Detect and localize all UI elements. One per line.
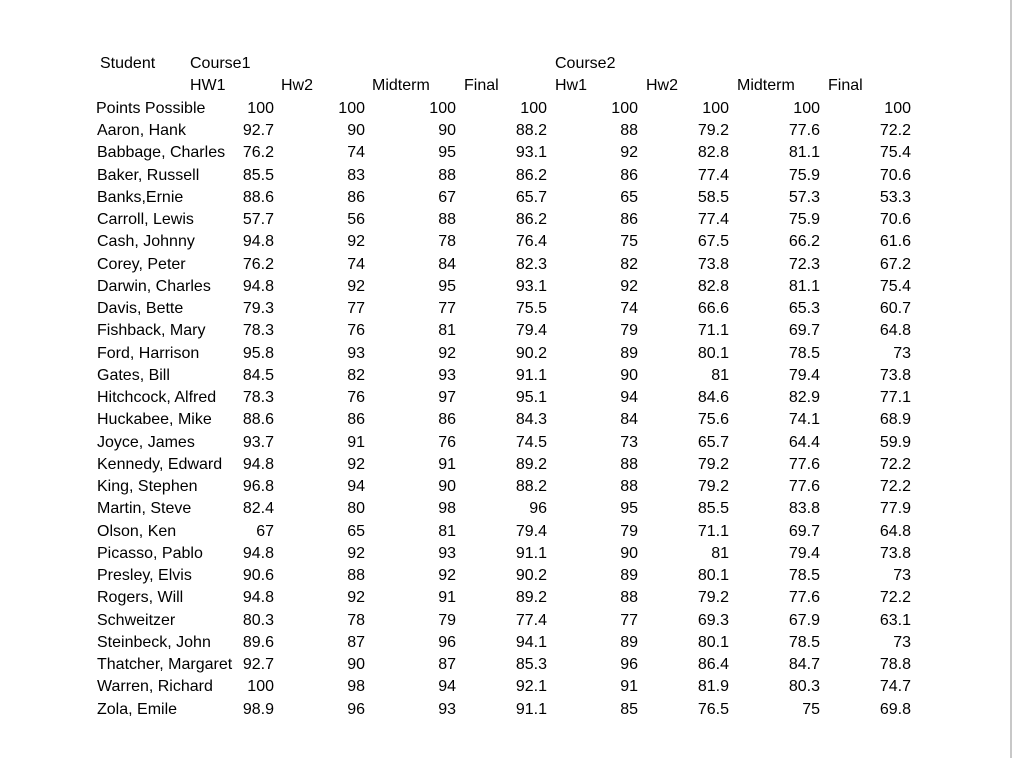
score-cell: 85.5 — [697, 500, 729, 518]
table-row — [0, 409, 1012, 431]
score-cell: 84 — [438, 255, 456, 273]
score-cell: 78.8 — [879, 656, 911, 673]
score-cell: 67 — [256, 522, 274, 540]
score-cell: 96 — [438, 633, 456, 651]
score-cell: 98.9 — [242, 700, 274, 718]
score-cell: 95.1 — [515, 389, 547, 406]
score-cell: 96 — [620, 656, 638, 673]
score-cell: 72.2 — [879, 589, 911, 607]
score-cell: 91 — [438, 589, 456, 607]
score-cell: 71.1 — [697, 322, 729, 340]
score-cell: 81 — [438, 522, 456, 540]
score-cell: 90 — [620, 366, 638, 384]
score-cell: 93 — [438, 366, 456, 384]
score-cell: 64.8 — [879, 322, 911, 340]
score-cell: 78 — [347, 611, 365, 629]
score-cell: 95 — [620, 500, 638, 518]
score-cell: 76.5 — [697, 700, 729, 718]
cell: 100 — [429, 100, 456, 117]
score-cell: 92.7 — [242, 122, 274, 139]
score-cell: 93.7 — [242, 433, 274, 451]
score-cell: 67 — [438, 188, 456, 206]
score-cell: 87 — [438, 656, 456, 673]
col-header-c2-hw2: Hw2 — [646, 77, 679, 94]
score-cell: 75 — [620, 233, 638, 251]
table-row — [0, 676, 1012, 698]
score-cell: 91.1 — [515, 366, 547, 384]
score-cell: 94.1 — [515, 633, 547, 651]
score-cell: 74.1 — [788, 411, 820, 429]
score-cell: 92.1 — [515, 678, 547, 696]
score-cell: 94.8 — [242, 589, 274, 607]
score-cell: 79.4 — [515, 322, 547, 340]
score-cell: 81 — [438, 322, 456, 340]
score-cell: 65.3 — [788, 300, 820, 317]
score-cell: 77.6 — [788, 589, 820, 607]
cell: 100 — [611, 100, 638, 117]
score-cell: 82 — [347, 366, 365, 384]
score-cell: 86 — [438, 411, 456, 429]
score-cell: 79 — [620, 522, 638, 540]
score-cell: 79.4 — [788, 544, 820, 562]
table-row — [0, 387, 1012, 409]
score-cell: 94.8 — [242, 455, 274, 473]
score-cell: 59.9 — [879, 433, 911, 451]
score-cell: 82 — [620, 255, 638, 273]
score-cell: 73 — [620, 433, 638, 451]
student-name-cell: Corey, Peter — [97, 255, 186, 273]
header-row-assignments — [0, 75, 1012, 97]
cell: 100 — [520, 100, 547, 117]
score-cell: 88.6 — [242, 188, 274, 206]
table-row — [0, 454, 1012, 476]
score-cell: 88 — [620, 478, 638, 495]
score-cell: 91.1 — [515, 544, 547, 562]
score-cell: 77.4 — [697, 211, 729, 228]
table-row — [0, 120, 1012, 142]
score-cell: 78.5 — [788, 567, 820, 584]
score-cell: 100 — [247, 678, 274, 696]
score-cell: 79.2 — [697, 455, 729, 473]
score-cell: 69.7 — [788, 322, 820, 340]
score-cell: 77.6 — [788, 478, 820, 495]
table-row — [0, 365, 1012, 387]
score-cell: 60.7 — [879, 300, 911, 317]
student-name-cell: Aaron, Hank — [97, 122, 186, 139]
table-row — [0, 565, 1012, 587]
score-cell: 95 — [438, 277, 456, 295]
score-cell: 80 — [347, 500, 365, 518]
student-name-cell: Schweitzer — [97, 611, 176, 629]
score-cell: 74 — [347, 144, 365, 162]
score-cell: 76.4 — [515, 233, 547, 251]
score-cell: 96 — [529, 500, 547, 518]
score-cell: 95 — [438, 144, 456, 162]
score-cell: 89.2 — [515, 589, 547, 607]
score-cell: 82.8 — [697, 277, 729, 295]
table-row — [0, 432, 1012, 454]
cell: 100 — [793, 100, 820, 117]
score-cell: 96.8 — [242, 478, 274, 495]
score-cell: 84 — [620, 411, 638, 429]
score-cell: 92.7 — [242, 656, 274, 673]
score-cell: 93 — [347, 344, 365, 362]
table-row — [0, 320, 1012, 342]
table-row — [0, 543, 1012, 565]
score-cell: 78.5 — [788, 344, 820, 362]
score-cell: 94 — [438, 678, 456, 696]
score-cell: 88 — [620, 589, 638, 607]
score-cell: 91 — [438, 455, 456, 473]
score-cell: 94 — [347, 478, 365, 495]
student-name-cell: Martin, Steve — [97, 500, 192, 518]
score-cell: 82.4 — [242, 500, 274, 518]
score-cell: 78.3 — [242, 322, 274, 340]
score-cell: 68.9 — [879, 411, 911, 429]
score-cell: 94 — [620, 389, 638, 406]
score-cell: 96 — [347, 700, 365, 718]
score-cell: 85.5 — [242, 166, 274, 184]
score-cell: 90 — [438, 478, 456, 495]
score-cell: 72.2 — [879, 455, 911, 473]
score-cell: 84.7 — [788, 656, 820, 673]
score-cell: 79.2 — [697, 122, 729, 139]
score-cell: 76.2 — [242, 144, 274, 162]
score-cell: 74.5 — [515, 433, 547, 451]
score-cell: 86 — [620, 166, 638, 184]
score-cell: 90.2 — [515, 344, 547, 362]
score-cell: 82.8 — [697, 144, 729, 162]
student-name-cell: Steinbeck, John — [97, 633, 211, 651]
score-cell: 89 — [620, 567, 638, 584]
score-cell: 94.8 — [242, 277, 274, 295]
score-cell: 57.3 — [788, 188, 820, 206]
course2-header: Course2 — [555, 55, 616, 72]
score-cell: 80.3 — [788, 678, 820, 696]
score-cell: 73 — [893, 567, 911, 584]
score-cell: 75.4 — [879, 144, 911, 162]
table-row — [0, 476, 1012, 498]
score-cell: 79 — [438, 611, 456, 629]
student-name-cell: Darwin, Charles — [97, 277, 211, 295]
table-row — [0, 498, 1012, 520]
score-cell: 90 — [438, 122, 456, 139]
score-cell: 67.5 — [697, 233, 729, 251]
score-cell: 72.2 — [879, 122, 911, 139]
score-cell: 94.8 — [242, 544, 274, 562]
score-cell: 89.2 — [515, 455, 547, 473]
score-cell: 78 — [438, 233, 456, 251]
score-cell: 65.7 — [515, 188, 547, 206]
score-cell: 88.6 — [242, 411, 274, 429]
score-cell: 76 — [347, 389, 365, 406]
score-cell: 72.2 — [879, 478, 911, 495]
score-cell: 61.6 — [879, 233, 911, 251]
table-row — [0, 587, 1012, 609]
score-cell: 70.6 — [879, 211, 911, 228]
score-cell: 86.4 — [697, 656, 729, 673]
score-cell: 76 — [438, 433, 456, 451]
score-cell: 91 — [347, 433, 365, 451]
score-cell: 86.2 — [515, 166, 547, 184]
score-cell: 88 — [347, 567, 365, 584]
table-row — [0, 699, 1012, 721]
score-cell: 95.8 — [242, 344, 274, 362]
student-name-cell: King, Stephen — [97, 478, 198, 495]
score-cell: 56 — [347, 211, 365, 228]
table-row — [0, 632, 1012, 654]
score-cell: 73.8 — [879, 544, 911, 562]
score-cell: 79.2 — [697, 478, 729, 495]
score-cell: 79.3 — [242, 300, 274, 317]
score-cell: 77.6 — [788, 122, 820, 139]
score-cell: 92 — [347, 589, 365, 607]
col-header-c2-final: Final — [828, 77, 863, 94]
col-header-c2-midterm: Midterm — [737, 77, 795, 94]
score-cell: 69.3 — [697, 611, 729, 629]
course1-header: Course1 — [190, 55, 251, 72]
score-cell: 81.1 — [788, 144, 820, 162]
score-cell: 80.1 — [697, 633, 729, 651]
student-name-cell: Banks,Ernie — [97, 188, 184, 206]
score-cell: 88.2 — [515, 122, 547, 139]
score-cell: 89 — [620, 633, 638, 651]
score-cell: 94.8 — [242, 233, 274, 251]
score-cell: 91 — [620, 678, 638, 696]
header-row-courses — [0, 53, 1012, 75]
student-name-cell: Kennedy, Edward — [97, 455, 223, 473]
score-cell: 82.3 — [515, 255, 547, 273]
score-cell: 89.6 — [242, 633, 274, 651]
score-cell: 92 — [347, 277, 365, 295]
score-cell: 74 — [347, 255, 365, 273]
student-name-cell: Baker, Russell — [97, 166, 200, 184]
score-cell: 70.6 — [879, 166, 911, 184]
student-name-cell: Zola, Emile — [97, 700, 178, 718]
score-cell: 75.6 — [697, 411, 729, 429]
student-name-cell: Babbage, Charles — [97, 144, 226, 162]
score-cell: 88 — [620, 455, 638, 473]
score-cell: 77.9 — [879, 500, 911, 518]
score-cell: 77 — [620, 611, 638, 629]
score-cell: 88 — [438, 211, 456, 228]
score-cell: 90.6 — [242, 567, 274, 584]
score-cell: 79 — [620, 322, 638, 340]
score-cell: 77.1 — [879, 389, 911, 406]
student-name-cell: Ford, Harrison — [97, 344, 200, 362]
score-cell: 98 — [438, 500, 456, 518]
score-cell: 92 — [620, 277, 638, 295]
table-row — [0, 187, 1012, 209]
score-cell: 92 — [347, 544, 365, 562]
score-cell: 88.2 — [515, 478, 547, 495]
points-label: Points Possible — [96, 100, 206, 117]
student-name-cell: Presley, Elvis — [97, 567, 192, 584]
score-cell: 88 — [620, 122, 638, 139]
table-row — [0, 276, 1012, 298]
table-row — [0, 254, 1012, 276]
score-cell: 86 — [347, 188, 365, 206]
score-cell: 81.9 — [697, 678, 729, 696]
table-row — [0, 610, 1012, 632]
score-cell: 82.9 — [788, 389, 820, 406]
student-name-cell: Olson, Ken — [97, 522, 177, 540]
student-name-cell: Cash, Johnny — [97, 233, 195, 251]
score-cell: 75.5 — [515, 300, 547, 317]
score-cell: 77.4 — [515, 611, 547, 629]
score-cell: 78.5 — [788, 633, 820, 651]
score-cell: 98 — [347, 678, 365, 696]
student-name-cell: Picasso, Pablo — [97, 544, 203, 562]
score-cell: 92 — [438, 344, 456, 362]
student-name-cell: Rogers, Will — [97, 589, 184, 607]
table-row — [0, 209, 1012, 231]
table-row — [0, 165, 1012, 187]
score-cell: 75.4 — [879, 277, 911, 295]
student-name-cell: Joyce, James — [97, 433, 195, 451]
score-cell: 88 — [438, 166, 456, 184]
score-cell: 76 — [347, 322, 365, 340]
score-cell: 80.1 — [697, 567, 729, 584]
table-row — [0, 654, 1012, 676]
score-cell: 69.8 — [879, 700, 911, 718]
student-header: Student — [100, 55, 156, 72]
score-cell: 91.1 — [515, 700, 547, 718]
score-cell: 77 — [438, 300, 456, 317]
score-cell: 90 — [620, 544, 638, 562]
score-cell: 90 — [347, 656, 365, 673]
student-name-cell: Huckabee, Mike — [97, 411, 212, 429]
score-cell: 84.5 — [242, 366, 274, 384]
table-row — [0, 231, 1012, 253]
cell: 100 — [702, 100, 729, 117]
score-cell: 66.6 — [697, 300, 729, 317]
score-cell: 67.2 — [879, 255, 911, 273]
score-cell: 80.1 — [697, 344, 729, 362]
score-cell: 83.8 — [788, 500, 820, 518]
score-cell: 81 — [711, 544, 729, 562]
score-cell: 81 — [711, 366, 729, 384]
score-cell: 90 — [347, 122, 365, 139]
score-cell: 77.4 — [697, 166, 729, 184]
score-cell: 78.3 — [242, 389, 274, 406]
score-cell: 92 — [347, 233, 365, 251]
score-cell: 92 — [620, 144, 638, 162]
score-cell: 89 — [620, 344, 638, 362]
cell: 100 — [338, 100, 365, 117]
score-cell: 64.4 — [788, 433, 820, 451]
score-cell: 53.3 — [879, 188, 911, 206]
score-cell: 92 — [347, 455, 365, 473]
score-cell: 74.7 — [879, 678, 911, 696]
cell: 100 — [884, 100, 911, 117]
score-cell: 80.3 — [242, 611, 274, 629]
score-cell: 93 — [438, 544, 456, 562]
score-cell: 79.4 — [788, 366, 820, 384]
score-cell: 84.6 — [697, 389, 729, 406]
score-cell: 85 — [620, 700, 638, 718]
student-name-cell: Warren, Richard — [97, 678, 213, 696]
student-name-cell: Gates, Bill — [97, 366, 170, 384]
col-header-c1-final: Final — [464, 77, 499, 94]
student-name-cell: Hitchcock, Alfred — [97, 389, 217, 406]
cell: 100 — [247, 100, 274, 117]
score-cell: 67.9 — [788, 611, 820, 629]
score-cell: 77.6 — [788, 455, 820, 473]
score-cell: 64.8 — [879, 522, 911, 540]
col-header-c1-hw1: HW1 — [190, 77, 226, 94]
score-cell: 65 — [620, 188, 638, 206]
score-cell: 71.1 — [697, 522, 729, 540]
score-cell: 93.1 — [515, 144, 547, 162]
score-cell: 81.1 — [788, 277, 820, 295]
score-cell: 92 — [438, 567, 456, 584]
score-cell: 69.7 — [788, 522, 820, 540]
score-cell: 83 — [347, 166, 365, 184]
score-cell: 73 — [893, 344, 911, 362]
score-cell: 75 — [802, 700, 820, 718]
score-cell: 57.7 — [242, 211, 274, 228]
score-cell: 90.2 — [515, 567, 547, 584]
student-name-cell: Davis, Bette — [97, 300, 184, 317]
score-cell: 86 — [347, 411, 365, 429]
score-cell: 79.2 — [697, 589, 729, 607]
score-cell: 79.4 — [515, 522, 547, 540]
score-cell: 74 — [620, 300, 638, 317]
score-cell: 93 — [438, 700, 456, 718]
score-cell: 58.5 — [697, 188, 729, 206]
score-cell: 75.9 — [788, 211, 820, 228]
points-row — [0, 98, 1012, 120]
col-header-c2-hw1: Hw1 — [555, 77, 588, 94]
score-cell: 65 — [347, 522, 365, 540]
score-cell: 73.8 — [879, 366, 911, 384]
score-cell: 75.9 — [788, 166, 820, 184]
score-cell: 84.3 — [515, 411, 547, 429]
score-cell: 85.3 — [515, 656, 547, 673]
score-cell: 63.1 — [879, 611, 911, 629]
table-row — [0, 298, 1012, 320]
student-name-cell: Thatcher, Margaret — [97, 656, 233, 673]
score-cell: 73 — [893, 633, 911, 651]
col-header-c1-midterm: Midterm — [372, 77, 430, 94]
score-cell: 73.8 — [697, 255, 729, 273]
table-row — [0, 142, 1012, 164]
score-cell: 77 — [347, 300, 365, 317]
student-name-cell: Carroll, Lewis — [97, 211, 194, 228]
score-cell: 72.3 — [788, 255, 820, 273]
col-header-c1-hw2: Hw2 — [281, 77, 314, 94]
score-cell: 93.1 — [515, 277, 547, 295]
score-cell: 97 — [438, 389, 456, 406]
score-cell: 76.2 — [242, 255, 274, 273]
score-cell: 65.7 — [697, 433, 729, 451]
table-row — [0, 521, 1012, 543]
student-name-cell: Fishback, Mary — [97, 322, 206, 340]
score-cell: 86 — [620, 211, 638, 228]
score-cell: 66.2 — [788, 233, 820, 251]
score-cell: 86.2 — [515, 211, 547, 228]
table-row — [0, 343, 1012, 365]
score-cell: 87 — [347, 633, 365, 651]
